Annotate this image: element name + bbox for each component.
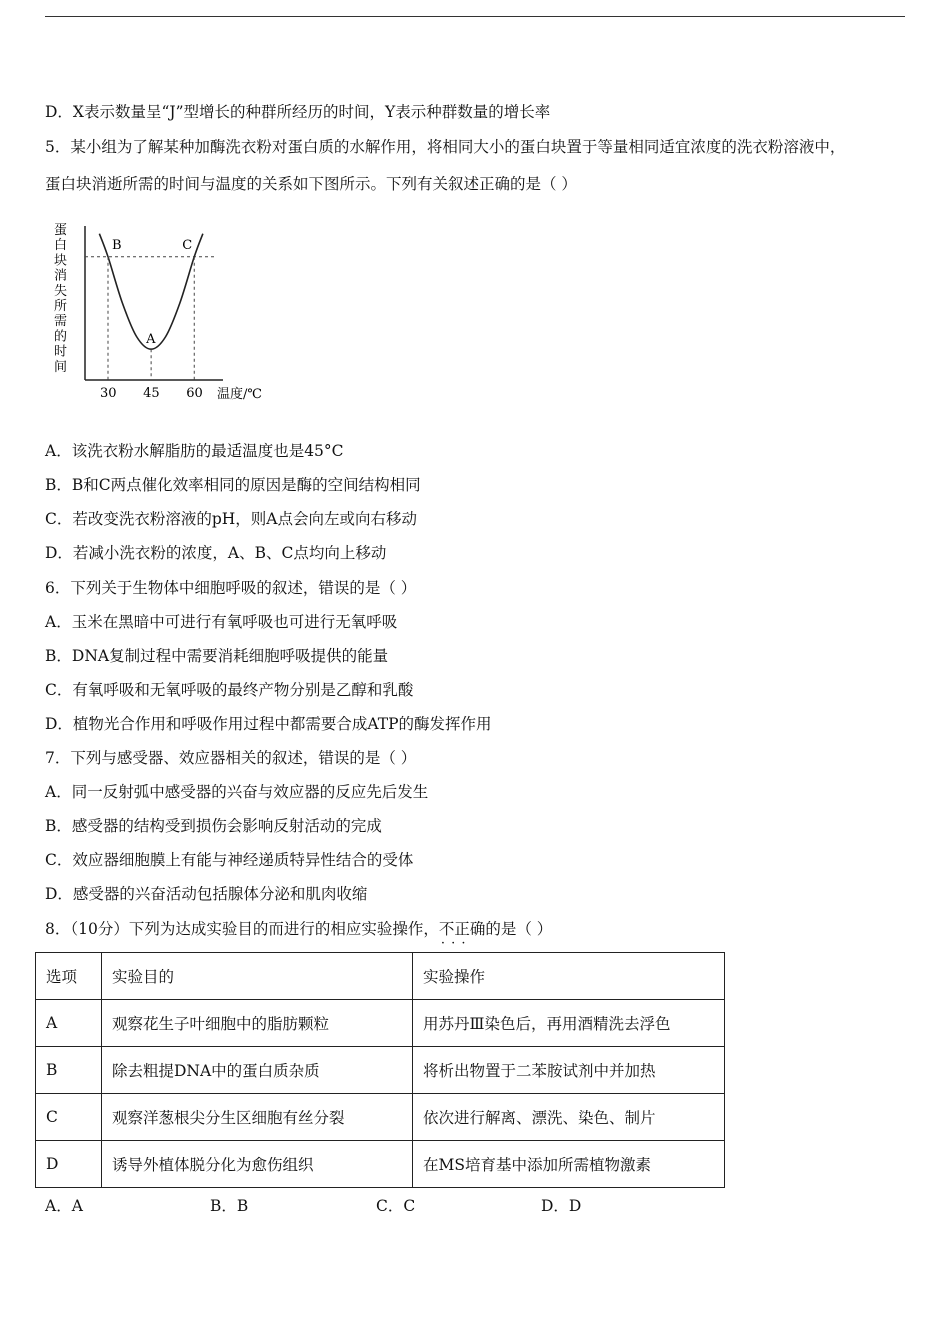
table-cell-option: D	[36, 1141, 102, 1188]
chart-x-tick-label: 45	[143, 386, 160, 401]
q7-stem: 7．下列与感受器、效应器相关的叙述，错误的是（ ）	[45, 749, 417, 767]
table-row	[36, 1094, 725, 1141]
table-row	[36, 1141, 725, 1188]
table-cell-purpose: 除去粗提DNA中的蛋白质杂质	[102, 1047, 413, 1094]
q5-stem-line1: 5．某小组为了解某种加酶洗衣粉对蛋白质的水解作用，将相同大小的蛋白块置于等量相同适宜浓度的洗衣粉溶液中，	[45, 138, 846, 156]
table-header-cell: 实验操作	[413, 953, 725, 1000]
q5-stem-line2: 蛋白块消逝所需的时间与温度的关系如下图所示。下列有关叙述正确的是（ ）	[45, 175, 577, 193]
chart-y-label-text: 蛋白块消失所需的时间	[54, 223, 68, 375]
table-cell-purpose: 诱导外植体脱分化为愈伤组织	[102, 1141, 413, 1188]
q8-table	[35, 952, 725, 1188]
chart-x-tick-label: 60	[186, 386, 203, 401]
q6-stem: 6．下列关于生物体中细胞呼吸的叙述，错误的是（ ）	[45, 579, 417, 597]
table-cell-operation: 依次进行解离、漂洗、染色、制片	[413, 1094, 725, 1141]
q5-chart-svg	[45, 218, 285, 408]
q8-answer-options	[0, 1194, 950, 1216]
table-cell-purpose: 观察洋葱根尖分生区细胞有丝分裂	[102, 1094, 413, 1141]
q6-option-d: D．植物光合作用和呼吸作用过程中都需要合成ATP的酶发挥作用	[45, 715, 492, 733]
table-row	[36, 1047, 725, 1094]
chart-point-label-c: C	[182, 237, 193, 253]
table-cell-operation: 将析出物置于二苯胺试剂中并加热	[413, 1047, 725, 1094]
q7-option-b: B．感受器的结构受到损伤会影响反射活动的完成	[45, 817, 382, 835]
q5-option-c: C．若改变洗衣粉溶液的pH，则A点会向左或向右移动	[45, 510, 417, 528]
q8-stem-emphasis: 不正确 · · ·	[439, 920, 486, 938]
q8-stem-suffix: 的是（ ）	[485, 920, 553, 938]
q5-option-d: D．若减小洗衣粉的浓度，A、B、C点均向上移动	[45, 544, 387, 562]
q5-chart	[45, 218, 285, 408]
q8-answer-a: A．A	[45, 1197, 83, 1215]
chart-x-label: 温度/℃	[217, 387, 262, 402]
q6-option-a: A．玉米在黑暗中可进行有氧呼吸也可进行无氧呼吸	[45, 613, 398, 631]
table-cell-option: A	[36, 1000, 102, 1047]
page-top-rule	[45, 16, 905, 17]
q7-option-c: C．效应器细胞膜上有能与神经递质特异性结合的受体	[45, 851, 414, 869]
q8-answer-b: B．B	[210, 1197, 249, 1215]
q5-option-a: A．该洗衣粉水解脂肪的最适温度也是45°C	[45, 442, 344, 460]
chart-point-label-a: A	[146, 332, 156, 348]
table-header-cell: 实验目的	[102, 953, 413, 1000]
table-header-cell: 选项	[36, 953, 102, 1000]
q8-answer-c: C．C	[376, 1197, 416, 1215]
table-cell-option: B	[36, 1047, 102, 1094]
table-row	[36, 1000, 725, 1047]
chart-y-label	[54, 223, 67, 375]
q8-stem-prefix: 8．（10分）下列为达成实验目的而进行的相应实验操作，	[45, 920, 439, 938]
q8-answer-d: D．D	[541, 1197, 582, 1215]
table-cell-option: C	[36, 1094, 102, 1141]
chart-x-tick-label: 30	[100, 386, 117, 401]
q7-option-a: A．同一反射弧中感受器的兴奋与效应器的反应先后发生	[45, 783, 429, 801]
table-cell-operation: 在MS培育基中添加所需植物激素	[413, 1141, 725, 1188]
q8-stem	[45, 919, 552, 939]
table-cell-purpose: 观察花生子叶细胞中的脂肪颗粒	[102, 1000, 413, 1047]
q6-option-c: C．有氧呼吸和无氧呼吸的最终产物分别是乙醇和乳酸	[45, 681, 414, 699]
q5-option-b: B．B和C两点催化效率相同的原因是酶的空间结构相同	[45, 476, 421, 494]
chart-point-label-b: B	[112, 237, 122, 253]
table-header-row	[36, 953, 725, 1000]
q6-option-b: B．DNA复制过程中需要消耗细胞呼吸提供的能量	[45, 647, 389, 665]
table-cell-operation: 用苏丹Ⅲ染色后，再用酒精洗去浮色	[413, 1000, 725, 1047]
q4-option-d: D．X表示数量呈“J”型增长的种群所经历的时间，Y表示种群数量的增长率	[45, 103, 551, 121]
q7-option-d: D．感受器的兴奋活动包括腺体分泌和肌肉收缩	[45, 885, 368, 903]
